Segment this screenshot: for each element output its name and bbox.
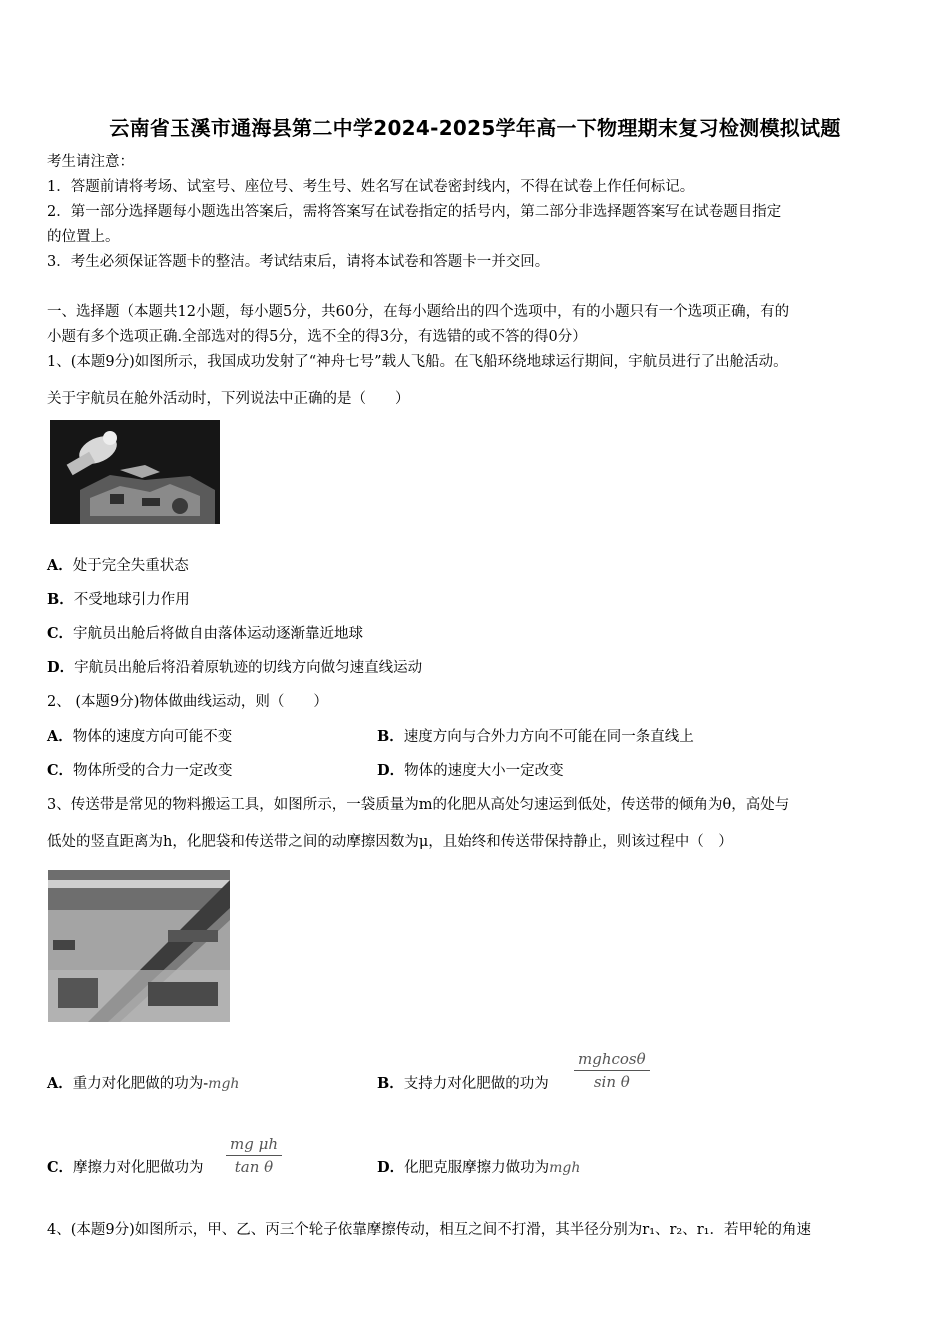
notice-item-3: 3．考生必须保证答题卡的整洁。考试结束后，请将本试卷和答题卡一并交回。 — [47, 254, 550, 270]
section-intro-line-1: 一、选择题（本题共12小题，每小题5分，共60分，在每小题给出的四个选项中，有的小题只有一个选项正确，有的 — [47, 304, 790, 320]
q3-option-c[interactable] — [47, 1158, 204, 1178]
q2-option-d-label: D． — [377, 762, 405, 779]
q1-option-b-label: B． — [47, 591, 74, 608]
q3-option-a-text: 重力对化肥做的功为- — [72, 1076, 209, 1092]
q2-option-c-label: C． — [47, 762, 74, 779]
q1-option-d[interactable] — [47, 658, 422, 678]
q2-option-d-text: 物体的速度大小一定改变 — [404, 763, 564, 779]
q3-option-b-text: 支持力对化肥做的功为 — [403, 1076, 549, 1092]
q3-option-a-math: mgh — [208, 1076, 240, 1092]
q3-option-c-text: 摩擦力对化肥做功为 — [73, 1160, 204, 1176]
q3-option-c-denominator: tan θ — [234, 1158, 274, 1176]
notice-heading: 考生请注意： — [47, 154, 134, 170]
q3-option-c-label: C． — [47, 1159, 74, 1176]
q2-option-a-text: 物体的速度方向可能不变 — [72, 729, 233, 745]
q3-option-a-label: A． — [47, 1075, 73, 1092]
q1-option-b[interactable] — [47, 590, 190, 610]
q2-option-c-text: 物体所受的合力一定改变 — [73, 763, 233, 779]
q3-option-d-math: mgh — [549, 1160, 581, 1176]
q3-option-a[interactable] — [47, 1074, 239, 1094]
q2-option-d[interactable] — [377, 761, 564, 781]
q1-option-a-text: 处于完全失重状态 — [72, 558, 189, 574]
question-3-stem: 3、传送带是常见的物料搬运工具，如图所示，一袋质量为m的化肥从高处匀速运到低处，传送带的倾角为θ，高处与 — [47, 797, 790, 813]
page-title: 云南省玉溪市通海县第二中学2024-2025学年高一下物理期末复习检测模拟试题 — [109, 116, 841, 140]
q1-option-a[interactable] — [47, 556, 189, 576]
q3-option-b-numerator: mghcosθ — [574, 1048, 650, 1071]
q1-option-d-text: 宇航员出舱后将沿着原轨迹的切线方向做匀速直线运动 — [74, 660, 423, 676]
q3-option-d-label: D． — [377, 1159, 405, 1176]
q2-option-b-label: B． — [377, 728, 404, 745]
q3-option-b-label: B． — [377, 1075, 404, 1092]
q1-option-c[interactable] — [47, 624, 363, 644]
q2-option-b[interactable] — [377, 727, 694, 747]
q2-option-c[interactable] — [47, 761, 233, 781]
section-intro-line-2: 小题有多个选项正确.全部选对的得5分，选不全的得3分，有选错的或不答的得0分） — [47, 329, 587, 345]
q3-option-b[interactable] — [377, 1074, 549, 1094]
notice-item-2: 2．第一部分选择题每小题选出答案后，需将答案写在试卷指定的括号内，第二部分非选择题答案写在试卷题目指定 — [47, 204, 782, 220]
q3-option-c-fraction — [226, 1133, 282, 1178]
q2-option-b-text: 速度方向与合外力方向不可能在同一条直线上 — [403, 729, 694, 745]
q3-option-c-numerator: mg μh — [226, 1133, 282, 1156]
q3-option-d-text: 化肥克服摩擦力做功为 — [404, 1160, 550, 1176]
question-4-stem: 4、(本题9分)如图所示，甲、乙、丙三个轮子依靠摩擦传动，相互之间不打滑，其半径分别为r₁、r₂、r₁．若甲轮的角速 — [47, 1222, 811, 1238]
question-2-stem: 2、 (本题9分)物体做曲线运动，则（ ） — [47, 694, 328, 710]
conveyor-belt-illustration — [48, 870, 230, 1022]
notice-item-1: 1．答题前请将考场、试室号、座位号、考生号、姓名写在试卷密封线内，不得在试卷上作任何标记。 — [47, 179, 695, 195]
conveyor-belt-photo — [48, 870, 230, 1022]
q2-option-a-label: A． — [47, 728, 73, 745]
q1-option-c-label: C． — [47, 625, 74, 642]
q3-option-d[interactable] — [377, 1158, 580, 1178]
q3-option-b-denominator: sin θ — [593, 1073, 630, 1091]
question-1-stem-cont: 关于宇航员在舱外活动时，下列说法中正确的是（ ） — [47, 391, 410, 407]
spacewalk-illustration — [50, 420, 220, 524]
q1-option-a-label: A． — [47, 557, 73, 574]
spacewalk-photo — [50, 420, 220, 524]
q3-option-b-fraction — [574, 1048, 650, 1093]
question-1-stem: 1、(本题9分)如图所示，我国成功发射了“神舟七号”载人飞船。在飞船环绕地球运行期间，宇航员进行了出舱活动。 — [47, 354, 788, 370]
q2-option-a[interactable] — [47, 727, 232, 747]
question-3-stem-cont: 低处的竖直距离为h，化肥袋和传送带之间的动摩擦因数为μ，且始终和传送带保持静止，则该过程中（ ） — [47, 834, 733, 850]
q1-option-b-text: 不受地球引力作用 — [73, 592, 190, 608]
q1-option-d-label: D． — [47, 659, 75, 676]
notice-item-2-cont: 的位置上。 — [47, 229, 120, 245]
q1-option-c-text: 宇航员出舱后将做自由落体运动逐渐靠近地球 — [73, 626, 364, 642]
